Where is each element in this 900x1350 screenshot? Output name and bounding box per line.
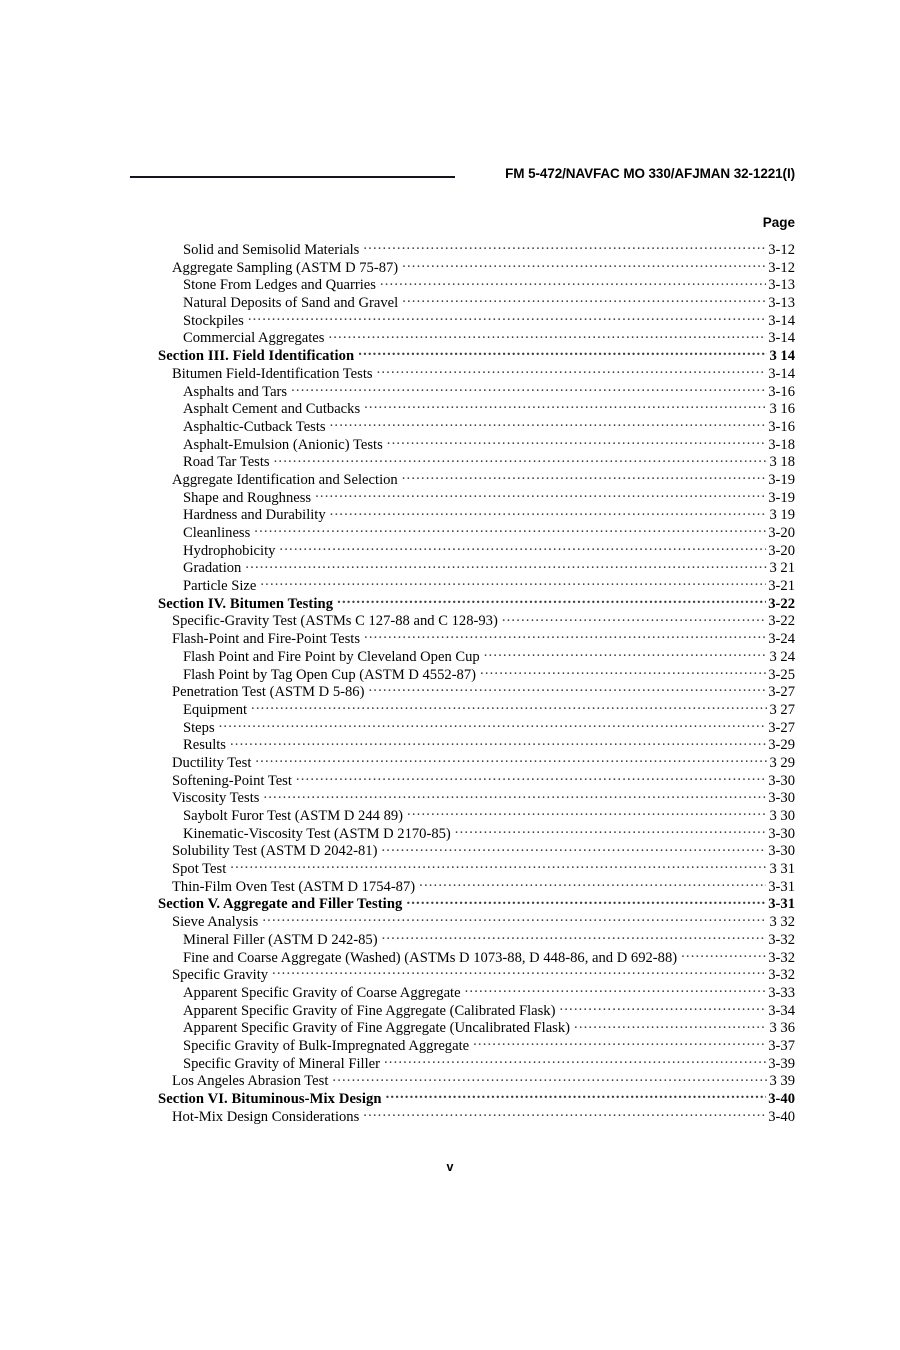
toc-leader-dots <box>255 753 767 767</box>
toc-leader-dots <box>251 700 767 714</box>
toc-entry-label: Apparent Specific Gravity of Coarse Aggregate <box>183 984 461 1001</box>
toc-entry-page: 3-19 <box>768 471 795 488</box>
running-head-band <box>0 166 900 196</box>
toc-entry-page: 3-30 <box>768 825 795 842</box>
toc-entry-label: Stockpiles <box>183 312 244 329</box>
toc-entry-row[interactable] <box>0 1054 900 1072</box>
toc-entry-page: 3 19 <box>769 507 795 524</box>
toc-leader-dots <box>402 258 766 272</box>
toc-leader-dots <box>681 948 766 962</box>
toc-entry-page: 3-30 <box>768 843 795 860</box>
toc-entry-page: 3-33 <box>768 984 795 1001</box>
toc-entry-page: 3-16 <box>768 418 795 435</box>
toc-leader-dots <box>332 1071 767 1085</box>
toc-leader-dots <box>330 505 768 519</box>
toc-entry-page: 3-31 <box>768 878 795 895</box>
toc-entry-label: Viscosity Tests <box>172 790 260 807</box>
toc-entry-row[interactable] <box>0 735 900 753</box>
toc-entry-label: Apparent Specific Gravity of Fine Aggregate (Uncalibrated Flask) <box>183 1020 571 1037</box>
toc-entry-label: Road Tar Tests <box>183 454 270 471</box>
toc-entry-page: 3-32 <box>768 931 795 948</box>
toc-entry-row[interactable] <box>0 576 900 594</box>
toc-entry-label: Cleanliness <box>183 525 251 541</box>
toc-entry-label: Asphaltic-Cutback Tests <box>183 418 326 435</box>
toc-entry-page: 3 24 <box>769 648 795 665</box>
running-head-title: FM 5-472/NAVFAC MO 330/AFJMAN 32-1221(I) <box>505 166 795 181</box>
toc-leader-dots <box>382 930 767 944</box>
toc-entry-page: 3-39 <box>768 1055 795 1072</box>
toc-entry-label: Flash Point and Fire Point by Cleveland Open Cup <box>183 648 480 665</box>
toc-entry-page: 3-32 <box>768 967 795 984</box>
toc-leader-dots <box>364 629 766 643</box>
toc-entry-page: 3-13 <box>768 295 795 312</box>
toc-leader-dots <box>254 523 766 537</box>
toc-entry-row[interactable] <box>0 611 900 629</box>
toc-entry-label: Los Angeles Abrasion Test <box>172 1073 329 1090</box>
toc-entry-row[interactable] <box>0 382 900 400</box>
toc-leader-dots <box>574 1018 767 1032</box>
toc-leader-dots <box>480 665 766 679</box>
toc-entry-row[interactable] <box>0 470 900 488</box>
toc-entry-row[interactable] <box>0 541 900 559</box>
toc-entry-page: 3-22 <box>768 613 795 630</box>
toc-entry-label: Particle Size <box>183 578 257 595</box>
toc-entry-label: Solubility Test (ASTM D 2042-81) <box>172 843 378 860</box>
page-folio: v <box>446 1160 454 1174</box>
toc-entry-page: 3-40 <box>768 1108 795 1125</box>
toc-leader-dots <box>245 558 767 572</box>
toc-leader-dots <box>455 824 766 838</box>
toc-leader-dots <box>380 275 766 289</box>
toc-entry-label: Sieve Analysis <box>172 914 259 931</box>
toc-entry-page: 3-18 <box>768 436 795 453</box>
toc-entry-page: 3-22 <box>768 595 795 612</box>
toc-section-row[interactable] <box>0 346 900 364</box>
toc-leader-dots <box>328 328 766 342</box>
toc-entry-label: Hardness and Durability <box>183 507 326 524</box>
toc-section-row[interactable] <box>0 894 900 912</box>
toc-leader-dots <box>230 859 767 873</box>
toc-entry-page: 3 39 <box>769 1073 795 1090</box>
toc-leader-dots <box>248 311 766 325</box>
toc-entry-label: Specific-Gravity Test (ASTMs C 127-88 and C 128-93) <box>172 613 498 630</box>
toc-entry-row[interactable] <box>0 258 900 276</box>
toc-entry-label: Section VI. Bituminous-Mix Design <box>158 1091 382 1107</box>
toc-entry-page: 3 29 <box>769 754 795 771</box>
toc-entry-label: Section V. Aggregate and Filler Testing <box>158 896 403 913</box>
toc-leader-dots <box>315 488 766 502</box>
toc-entry-page: 3-24 <box>768 631 795 648</box>
toc-entry-page: 3 36 <box>769 1020 795 1037</box>
toc-entry-label: Section III. Field Identification <box>158 348 355 365</box>
toc-entry-page: 3-40 <box>768 1091 795 1107</box>
toc-entry-page: 3-30 <box>768 772 795 789</box>
toc-leader-dots <box>262 912 767 926</box>
toc-entry-row[interactable] <box>0 877 900 895</box>
toc-entry-label: Saybolt Furor Test (ASTM D 244 89) <box>183 808 404 824</box>
toc-entry-label: Apparent Specific Gravity of Fine Aggregate (Calibrated Flask) <box>183 1002 556 1019</box>
toc-leader-dots <box>406 894 766 908</box>
toc-entry-row[interactable] <box>0 718 900 736</box>
toc-leader-dots <box>363 1107 766 1121</box>
toc-entry-page: 3-32 <box>768 949 795 966</box>
toc-leader-dots <box>260 576 766 590</box>
toc-entry-row[interactable] <box>0 452 900 470</box>
toc-entry-label: Aggregate Sampling (ASTM D 75-87) <box>172 259 399 276</box>
toc-entry-label: Flash Point by Tag Open Cup (ASTM D 4552-87) <box>183 666 477 683</box>
toc-entry-row[interactable] <box>0 841 900 859</box>
toc-entry-page: 3-14 <box>768 365 795 382</box>
toc-entry-row[interactable] <box>0 1036 900 1054</box>
toc-section-row[interactable] <box>0 1089 900 1107</box>
toc-entry-page: 3-14 <box>768 330 795 347</box>
toc-entry-page: 3-21 <box>768 578 795 595</box>
toc-entry-row[interactable] <box>0 311 900 329</box>
toc-leader-dots <box>219 718 767 732</box>
toc-leader-dots <box>502 611 766 625</box>
toc-entry-label: Asphalt Cement and Cutbacks <box>183 401 361 418</box>
toc-entry-row[interactable] <box>0 753 900 771</box>
toc-entry-row[interactable] <box>0 558 900 576</box>
toc-entry-label: Equipment <box>183 701 248 718</box>
toc-leader-dots <box>465 983 767 997</box>
toc-entry-row[interactable] <box>0 682 900 700</box>
toc-entry-row[interactable] <box>0 523 900 541</box>
toc-entry-row[interactable] <box>0 293 900 311</box>
toc-entry-row[interactable] <box>0 665 900 683</box>
toc-leader-dots <box>337 594 766 608</box>
table-of-contents <box>0 240 900 1124</box>
toc-entry-page: 3-16 <box>768 383 795 400</box>
toc-entry-label: Results <box>183 737 226 754</box>
toc-entry-row[interactable] <box>0 700 900 718</box>
toc-leader-dots <box>386 1089 767 1103</box>
toc-entry-row[interactable] <box>0 771 900 789</box>
toc-entry-row[interactable] <box>0 240 900 258</box>
toc-leader-dots <box>419 877 766 891</box>
toc-entry-row[interactable] <box>0 912 900 930</box>
toc-entry-page: 3 30 <box>769 808 795 824</box>
toc-entry-label: Softening-Point Test <box>172 772 292 789</box>
toc-section-row[interactable] <box>0 594 900 612</box>
toc-entry-row[interactable] <box>0 1001 900 1019</box>
toc-entry-page: 3-27 <box>768 719 795 736</box>
toc-entry-row[interactable] <box>0 1018 900 1036</box>
toc-leader-dots <box>263 788 766 802</box>
toc-entry-page: 3-29 <box>768 737 795 754</box>
toc-entry-row[interactable] <box>0 275 900 293</box>
toc-entry-label: Bitumen Field-Identification Tests <box>172 365 373 382</box>
toc-entry-row[interactable] <box>0 983 900 1001</box>
toc-entry-page: 3-34 <box>768 1002 795 1019</box>
page-column-header: Page <box>762 215 795 230</box>
toc-leader-dots <box>402 470 767 484</box>
toc-entry-page: 3 32 <box>769 914 795 931</box>
toc-entry-label: Mineral Filler (ASTM D 242-85) <box>183 931 378 948</box>
toc-entry-row[interactable] <box>0 629 900 647</box>
toc-entry-label: Solid and Semisolid Materials <box>183 242 360 258</box>
toc-entry-label: Natural Deposits of Sand and Gravel <box>183 295 399 312</box>
toc-entry-page: 3-13 <box>768 277 795 294</box>
toc-leader-dots <box>279 541 766 555</box>
toc-entry-label: Specific Gravity <box>172 967 269 984</box>
toc-entry-row[interactable] <box>0 788 900 806</box>
toc-entry-label: Asphalt-Emulsion (Anionic) Tests <box>183 436 383 453</box>
toc-entry-row[interactable] <box>0 965 900 983</box>
toc-entry-page: 3-20 <box>768 525 795 541</box>
toc-entry-page: 3-14 <box>768 312 795 329</box>
toc-entry-row[interactable] <box>0 824 900 842</box>
toc-entry-row[interactable] <box>0 1071 900 1089</box>
toc-leader-dots <box>384 1054 766 1068</box>
toc-entry-label: Steps <box>183 719 215 736</box>
toc-entry-page: 3-31 <box>768 896 795 913</box>
toc-entry-label: Penetration Test (ASTM D 5-86) <box>172 684 365 701</box>
toc-entry-row[interactable] <box>0 647 900 665</box>
toc-entry-page: 3-20 <box>768 542 795 559</box>
header-rule <box>130 176 455 178</box>
toc-entry-label: Hydrophobicity <box>183 542 276 559</box>
toc-leader-dots <box>296 771 766 785</box>
toc-entry-page: 3-37 <box>768 1037 795 1054</box>
toc-leader-dots <box>402 293 766 307</box>
toc-entry-label: Flash-Point and Fire-Point Tests <box>172 631 361 648</box>
toc-entry-page: 3-27 <box>768 684 795 701</box>
toc-leader-dots <box>274 452 768 466</box>
toc-leader-dots <box>473 1036 766 1050</box>
toc-entry-page: 3 16 <box>769 401 795 418</box>
toc-entry-label: Specific Gravity of Bulk-Impregnated Aggregate <box>183 1037 470 1054</box>
toc-entry-row[interactable] <box>0 328 900 346</box>
toc-entry-row[interactable] <box>0 364 900 382</box>
toc-leader-dots <box>230 735 766 749</box>
toc-leader-dots <box>559 1001 766 1015</box>
toc-leader-dots <box>407 806 767 820</box>
toc-entry-label: Fine and Coarse Aggregate (Washed) (ASTMs D 1073-88, D 448-86, and D 692-88) <box>183 949 678 966</box>
toc-entry-page: 3 31 <box>769 861 795 878</box>
toc-entry-page: 3 18 <box>769 454 795 471</box>
toc-entry-label: Ductility Test <box>172 754 252 771</box>
toc-leader-dots <box>381 841 766 855</box>
toc-entry-label: Hot-Mix Design Considerations <box>172 1108 360 1125</box>
toc-entry-row[interactable] <box>0 930 900 948</box>
toc-entry-label: Spot Test <box>172 861 227 878</box>
toc-leader-dots <box>358 346 767 360</box>
toc-entry-row[interactable] <box>0 948 900 966</box>
toc-entry-row[interactable] <box>0 1107 900 1125</box>
toc-entry-label: Aggregate Identification and Selection <box>172 471 398 488</box>
toc-entry-page: 3 14 <box>769 348 795 365</box>
toc-leader-dots <box>377 364 767 378</box>
toc-entry-row[interactable] <box>0 399 900 417</box>
toc-entry-page: 3 27 <box>769 701 795 718</box>
toc-entry-row[interactable] <box>0 435 900 453</box>
toc-entry-row[interactable] <box>0 859 900 877</box>
toc-leader-dots <box>387 435 766 449</box>
toc-leader-dots <box>363 240 766 254</box>
toc-entry-page: 3-12 <box>768 242 795 258</box>
toc-entry-label: Commercial Aggregates <box>183 330 325 347</box>
toc-entry-label: Asphalts and Tars <box>183 383 288 400</box>
toc-entry-label: Shape and Roughness <box>183 489 312 506</box>
toc-entry-label: Stone From Ledges and Quarries <box>183 277 376 294</box>
toc-entry-label: Thin-Film Oven Test (ASTM D 1754-87) <box>172 878 416 895</box>
toc-entry-row[interactable] <box>0 417 900 435</box>
toc-entry-page: 3-25 <box>768 666 795 683</box>
toc-leader-dots <box>272 965 766 979</box>
toc-entry-label: Specific Gravity of Mineral Filler <box>183 1055 380 1072</box>
toc-entry-page: 3-12 <box>768 259 795 276</box>
toc-leader-dots <box>291 382 766 396</box>
toc-entry-page: 3-19 <box>768 489 795 506</box>
toc-entry-label: Kinematic-Viscosity Test (ASTM D 2170-85) <box>183 825 451 842</box>
toc-entry-label: Section IV. Bitumen Testing <box>158 595 334 612</box>
toc-entry-row[interactable] <box>0 806 900 824</box>
toc-leader-dots <box>368 682 766 696</box>
toc-leader-dots <box>364 399 767 413</box>
toc-entry-label: Gradation <box>183 560 242 577</box>
toc-entry-row[interactable] <box>0 505 900 523</box>
toc-entry-page: 3-30 <box>768 790 795 807</box>
toc-entry-page: 3 21 <box>769 560 795 577</box>
toc-leader-dots <box>330 417 767 431</box>
toc-leader-dots <box>484 647 768 661</box>
toc-entry-row[interactable] <box>0 488 900 506</box>
